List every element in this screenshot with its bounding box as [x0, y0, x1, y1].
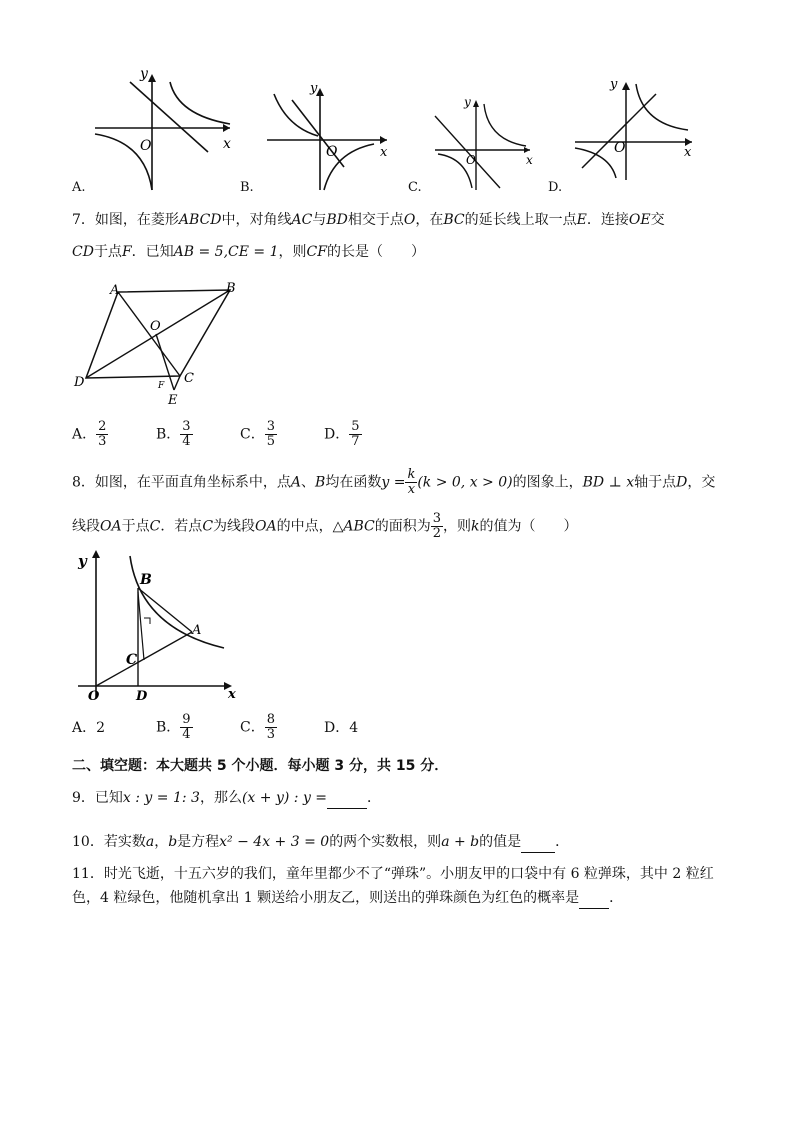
q8-option-a[interactable]: A．2: [72, 719, 106, 736]
label-c: C: [126, 652, 138, 668]
axis-y-label: y: [610, 77, 618, 92]
label-o: O: [150, 319, 161, 334]
label-b: B: [226, 281, 236, 296]
axis-y-label: y: [310, 81, 318, 96]
label-b: B: [140, 572, 152, 588]
hyperbola-branch-lower: [575, 148, 616, 178]
y-arrow: [92, 550, 100, 558]
q8-stem-line2: 线段OA于点C．若点C为线段OA的中点，△ABC的面积为 $\frac{3}{2}$ ，则k的值为（ ）: [72, 511, 578, 541]
diagonal-ac: [118, 292, 180, 376]
label-f: F: [158, 381, 165, 391]
x-arrow: [223, 124, 230, 132]
y-arrow: [148, 74, 156, 82]
label-a: A: [110, 283, 120, 298]
q6-graph-b: [262, 72, 397, 192]
axis-y-label: y: [140, 66, 148, 82]
x-arrow: [380, 136, 387, 144]
label-x: x: [228, 687, 236, 702]
q6-graph-d: [570, 72, 700, 182]
axis-x-label: x: [526, 153, 533, 167]
q6-option-a-label[interactable]: A.: [72, 180, 86, 195]
q7-stem-line1: 7．如图，在菱形ABCD中，对角线AC与BD相交于点O，在BC的延长线上取一点E．连接OE交: [72, 212, 665, 228]
line-graph: [435, 116, 500, 188]
q9-answer-blank[interactable]: [327, 788, 367, 809]
label-d: D: [136, 689, 148, 704]
label-o: O: [88, 689, 100, 704]
label-d: D: [74, 375, 85, 390]
diagonal-bd: [86, 290, 230, 378]
label-y: y: [78, 552, 87, 570]
q7-option-d[interactable]: D． $\frac{5}{7}$: [324, 419, 360, 449]
q8-coordinate-figure: [74, 548, 249, 708]
label-a: A: [192, 623, 202, 638]
axis-x-label: x: [223, 136, 231, 152]
q11-line2: 色，4 粒绿色，他随机拿出 1 颗送给小朋友乙，则送出的弹珠颜色为红色的概率是 ．: [72, 888, 623, 909]
q7-option-a[interactable]: A． $\frac{2}{3}$: [72, 419, 107, 449]
q7-option-c[interactable]: C． $\frac{3}{5}$: [240, 419, 275, 449]
origin-label: O: [466, 153, 476, 167]
label-e: E: [168, 393, 178, 408]
origin-label: O: [140, 138, 152, 154]
hyperbola-branch-upper: [484, 104, 526, 146]
origin-label: O: [614, 140, 626, 156]
q8-options: [72, 713, 408, 742]
axis-x-label: x: [380, 145, 388, 160]
q6-option-d-label[interactable]: D.: [548, 180, 563, 195]
q8-option-c[interactable]: C． $\frac{8}{3}$: [240, 712, 275, 742]
segment-bc: [138, 592, 144, 660]
q7-stem-line2: CD于点F．已知AB = 5,CE = 1，则CF的长是（ ）: [72, 244, 425, 260]
right-angle-mark: [144, 618, 150, 624]
q7-option-b[interactable]: B． $\frac{3}{4}$: [156, 419, 191, 449]
q6-graph-c: [430, 92, 540, 192]
y-arrow: [622, 82, 630, 90]
line-graph: [582, 94, 656, 168]
q8-option-b[interactable]: B． $\frac{9}{4}$: [156, 712, 191, 742]
q8-stem-line1: 8．如图，在平面直角坐标系中，点A、B均在函数y = $\frac{k}{x}$ (k > 0, x > 0)的图象上，BD ⊥ x轴于点D，交: [72, 467, 716, 497]
y-arrow: [473, 100, 479, 107]
q7-options: [72, 420, 408, 449]
q8-option-d[interactable]: D．4: [324, 719, 359, 736]
q6-graph-a: [90, 60, 240, 195]
axis-y-label: y: [464, 95, 471, 109]
q10-answer-blank[interactable]: [521, 832, 555, 853]
section-heading-fill-in: 二、填空题：本大题共 5 个小题．每小题 3 分，共 15 分．: [72, 758, 449, 774]
hyperbola-branch-left: [274, 94, 318, 136]
q9: 9．已知x : y = 1: 3，那么(x + y) : y = ．: [72, 788, 381, 809]
q7-rhombus-figure: [70, 278, 260, 408]
hyperbola-curve: [130, 556, 224, 648]
segment-ce: [174, 376, 180, 390]
q6-option-c-label[interactable]: C.: [408, 180, 422, 195]
q11-line1: 11．时光飞逝，十五六岁的我们，童年里都少不了“弹珠”。小朋友甲的口袋中有 6 粒弹珠，其中 2 粒红: [72, 866, 714, 882]
origin-label: O: [326, 144, 338, 160]
q11-answer-blank[interactable]: [579, 888, 609, 909]
q10: 10．若实数a，b是方程x² − 4x + 3 = 0的两个实数根，则a + b的值是 ．: [72, 832, 569, 853]
hyperbola-branch-upper: [170, 82, 230, 124]
label-c: C: [184, 371, 194, 386]
axis-x-label: x: [684, 145, 692, 160]
segment-ab: [138, 588, 192, 632]
q6-option-b-label[interactable]: B.: [240, 180, 254, 195]
